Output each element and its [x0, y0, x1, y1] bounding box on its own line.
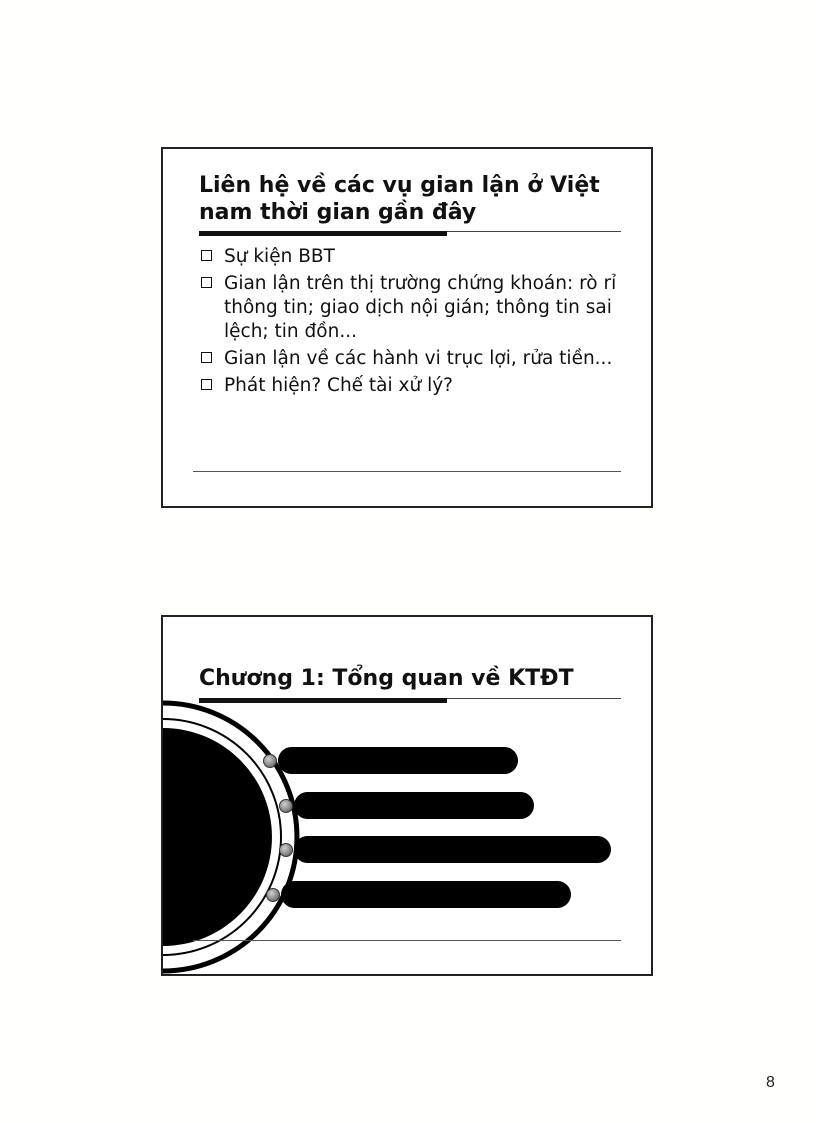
footer-divider: [193, 471, 621, 472]
checkbox-square-icon: [201, 250, 212, 261]
diagram-bar: [294, 836, 611, 863]
slide-2: [161, 615, 653, 976]
bullet-text: Phát hiện? Chế tài xử lý?: [224, 375, 454, 396]
title-accent-bar: [199, 231, 447, 236]
footer-divider: [193, 940, 621, 941]
sphere-bullet-icon: [263, 754, 277, 768]
bullet-list: [199, 245, 627, 401]
checkbox-square-icon: [201, 352, 212, 363]
sphere-bullet-icon: [279, 799, 293, 813]
sphere-bullet-icon: [279, 843, 293, 857]
bullet-text: Gian lận trên thị trường chứng khoán: rò rỉ thông tin; giao dịch nội gián; thông tin sai lệch; tin đồn...: [224, 273, 617, 342]
checkbox-square-icon: [201, 379, 212, 390]
bullet-text: Gian lận về các hành vi trục lợi, rửa tiền...: [224, 348, 613, 369]
diagram-bar: [294, 792, 534, 819]
bullet-text: Sự kiện BBT: [224, 246, 335, 267]
diagram-bar: [278, 747, 518, 774]
list-item: [199, 245, 627, 269]
sphere-bullet-icon: [266, 888, 280, 902]
list-item: [199, 272, 627, 344]
diagram-bar: [281, 881, 571, 908]
page-number: 8: [766, 1074, 775, 1091]
slide-1: [161, 147, 653, 508]
checkbox-square-icon: [201, 277, 212, 288]
half-circle-graphic: [163, 697, 323, 976]
slide-title: Liên hệ về các vụ gian lận ở Việt nam thời gian gần đây: [199, 173, 600, 225]
list-item: [199, 347, 627, 371]
list-item: [199, 374, 627, 398]
slide-title: Chương 1: Tổng quan về KTĐT: [199, 666, 574, 691]
